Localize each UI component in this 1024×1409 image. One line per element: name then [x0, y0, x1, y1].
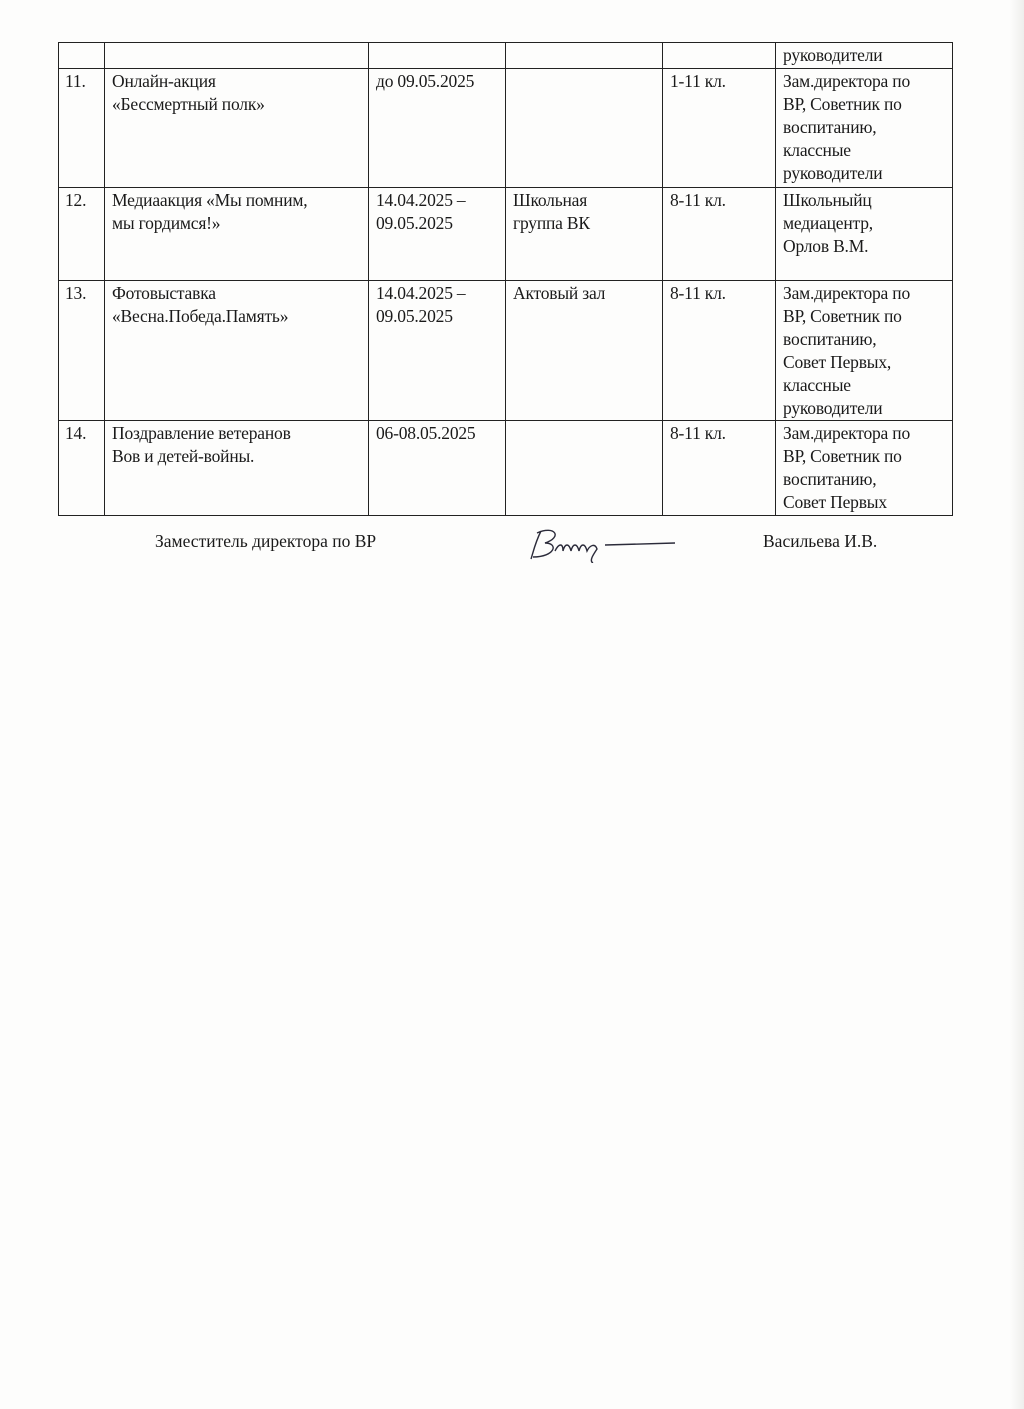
responsible-cell: Зам.директора по ВР, Советник по воспитанию, классные руководители: [776, 69, 953, 188]
classes-cell: 8-11 кл.: [663, 188, 776, 281]
classes-cell: 8-11 кл.: [663, 421, 776, 516]
table-row: [59, 69, 953, 188]
place-cell: [506, 69, 663, 188]
place-cell: Школьная группа ВК: [506, 188, 663, 281]
place-cell: Актовый зал: [506, 281, 663, 421]
event-cell: Медиаакция «Мы помним, мы гордимся!»: [105, 188, 369, 281]
place-cell: [506, 421, 663, 516]
dates-cell: 06-08.05.2025: [369, 421, 506, 516]
event-cell: Поздравление ветеранов Вов и детей-войны.: [105, 421, 369, 516]
table-row: [59, 281, 953, 421]
responsible-cell: Зам.директора по ВР, Советник по воспитанию, Совет Первых, классные руководители: [776, 281, 953, 421]
table-row: [59, 188, 953, 281]
event-cell: Фотовыставка «Весна.Победа.Память»: [105, 281, 369, 421]
dates-cell: 14.04.2025 – 09.05.2025: [369, 281, 506, 421]
classes-cell: 8-11 кл.: [663, 281, 776, 421]
responsible-cell: руководители: [776, 43, 953, 69]
signatory-position: Заместитель директора по ВР: [155, 531, 377, 551]
row-number: 13.: [59, 281, 105, 421]
responsible-cell: Школьныйц медиацентр, Орлов В.М.: [776, 188, 953, 281]
row-number: 12.: [59, 188, 105, 281]
table-row-continuation: [59, 43, 953, 69]
row-number: 14.: [59, 421, 105, 516]
handwritten-signature: [525, 523, 680, 563]
events-table: [58, 42, 953, 516]
row-number: 11.: [59, 69, 105, 188]
classes-cell: 1-11 кл.: [663, 69, 776, 188]
table-row: [59, 421, 953, 516]
responsible-cell: Зам.директора по ВР, Советник по воспитанию, Совет Первых: [776, 421, 953, 516]
dates-cell: до 09.05.2025: [369, 69, 506, 188]
dates-cell: 14.04.2025 – 09.05.2025: [369, 188, 506, 281]
signatory-name: Васильева И.В.: [763, 531, 878, 551]
scan-edge-shadow: [1010, 0, 1024, 1409]
event-cell: Онлайн-акция «Бессмертный полк»: [105, 69, 369, 188]
